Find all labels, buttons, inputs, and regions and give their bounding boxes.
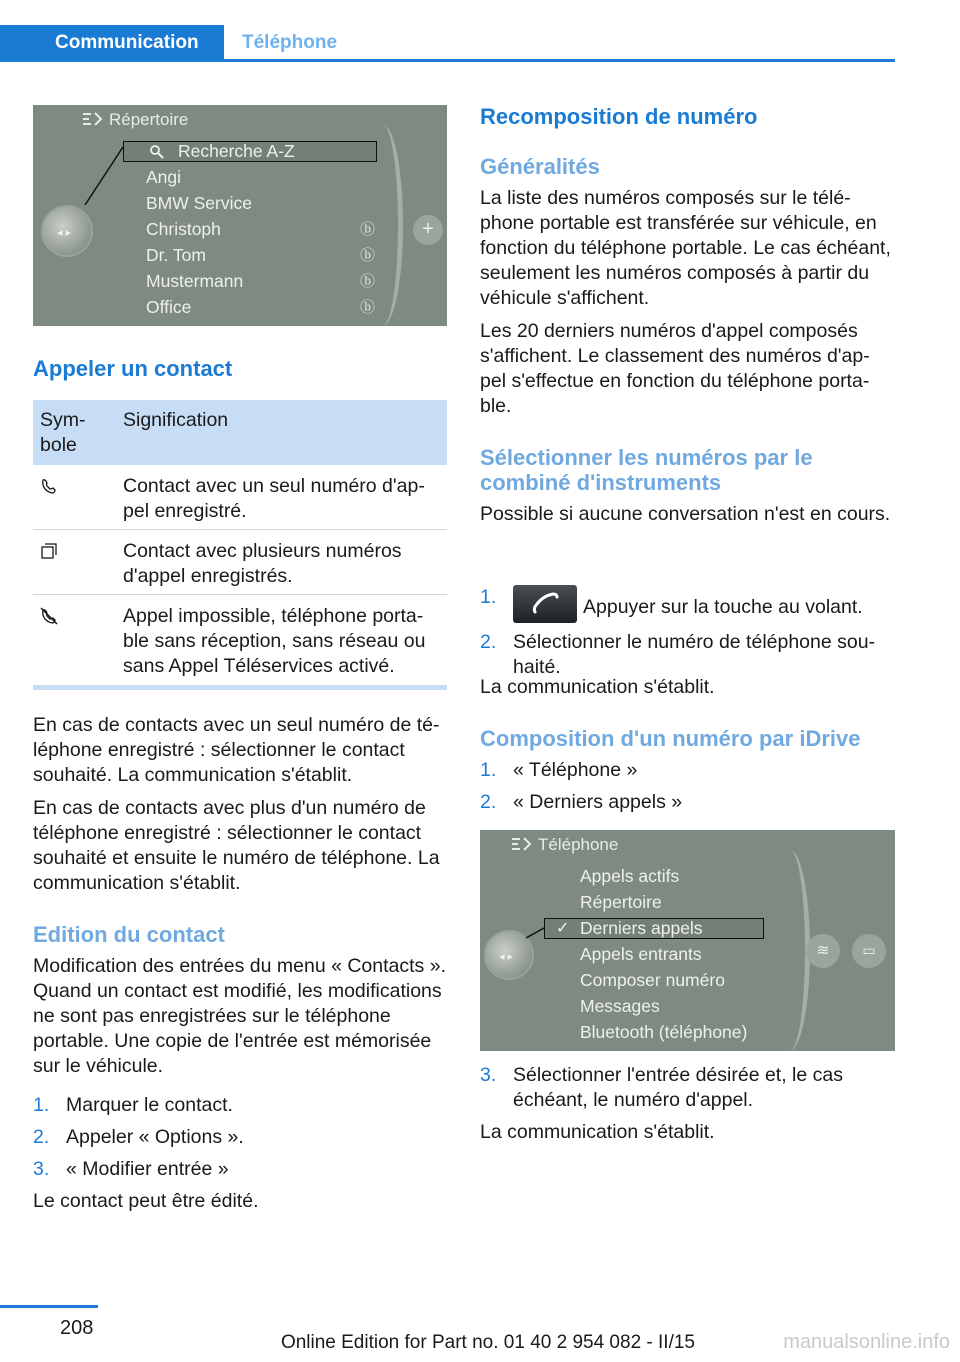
paragraph: Le contact peut être édité. bbox=[33, 1190, 259, 1212]
section-tab-communication[interactable]: Communication bbox=[0, 25, 224, 62]
table-row bbox=[33, 465, 447, 530]
step-number: 2. bbox=[480, 631, 497, 653]
menu-item[interactable]: Recherche A-Z bbox=[178, 141, 295, 161]
arrow-left-right-icon: ◂ ▸ bbox=[499, 951, 514, 963]
heading-edition-contact: Edition du contact bbox=[33, 922, 225, 947]
step-number: 3. bbox=[33, 1158, 50, 1180]
idrive-screen-telephone bbox=[480, 830, 895, 1051]
menu-item[interactable]: Appels actifs bbox=[580, 866, 680, 886]
paragraph: La liste des numéros composés sur le télé-phone portable est transférée sur véhicule, en fonction du téléphone portable. Le cas échéant, seulement les numéros composés à partir du véhicule s'affichent. bbox=[480, 187, 891, 309]
steps-list bbox=[480, 758, 894, 815]
checkmark-icon: ✓ bbox=[556, 920, 570, 937]
bluetooth-icon: ⓑ bbox=[360, 221, 376, 238]
heading-composition-idrive: Composition d'un numéro par iDrive bbox=[480, 726, 861, 751]
table-row bbox=[33, 530, 447, 595]
menu-item[interactable]: Répertoire bbox=[580, 892, 662, 912]
steps-list bbox=[33, 1093, 447, 1182]
step-number: 2. bbox=[480, 791, 497, 813]
scroll-arc bbox=[363, 125, 403, 325]
header-rule bbox=[0, 59, 895, 62]
edition-text: Online Edition for Part no. 01 40 2 954 082 - II/15 bbox=[280, 1332, 695, 1353]
bluetooth-icon: ⓑ bbox=[360, 247, 376, 264]
bluetooth-icon: ⓑ bbox=[360, 273, 376, 290]
step-number: 3. bbox=[480, 1064, 497, 1086]
table-row bbox=[33, 595, 447, 685]
paragraph: En cas de contacts avec un seul numéro de té-léphone enregistré : sélectionner le contact souhaité. La communication s'établit. bbox=[33, 714, 440, 786]
symbol-table bbox=[33, 400, 447, 690]
bluetooth-icon: ⓑ bbox=[360, 299, 376, 316]
list-item: 3. Sélectionner l'entrée désirée et, le cas échéant, le numéro d'appel. bbox=[480, 1064, 843, 1111]
header-signification: Signification bbox=[123, 409, 229, 431]
menu-item[interactable]: Christoph bbox=[146, 219, 221, 239]
paragraph: En cas de contacts avec plus d'un numéro de téléphone enregistré : sélectionner le contact souhaité et ensuite le numéro de téléphone. La communication s'établit. bbox=[33, 797, 440, 894]
scroll-arc bbox=[770, 850, 810, 1050]
screen-title: Téléphone bbox=[538, 835, 619, 854]
table-bottom-rule bbox=[33, 685, 447, 690]
menu-item[interactable]: Angi bbox=[146, 167, 182, 187]
step-number: 1. bbox=[480, 759, 497, 781]
paragraph: Modification des entrées du menu « Contacts ». Quand un contact est modifié, les modifications ne sont pas enregistrées sur le téléphone portable. Une copie de l'entrée est mémorisée sur le véhicule. bbox=[33, 955, 446, 1077]
paragraph: Possible si aucune conversation n'est en cours. bbox=[480, 503, 891, 525]
list-item: 2. Appeler « Options ». bbox=[33, 1126, 244, 1148]
heading-generalites: Généralités bbox=[480, 154, 600, 179]
step-number: 1. bbox=[480, 586, 497, 608]
row-text: Contact avec un seul numéro d'ap-pel enregistré. bbox=[123, 475, 425, 522]
list-item: 1. « Téléphone » bbox=[480, 759, 638, 781]
list-item: 1. Marquer le contact. bbox=[33, 1094, 233, 1116]
plus-icon: + bbox=[413, 215, 443, 245]
page-header bbox=[0, 25, 895, 62]
steps-list bbox=[480, 585, 894, 680]
heading-selection-combine: Sélectionner les numéros par le combiné d'instruments bbox=[480, 445, 813, 495]
paragraph: Les 20 derniers numéros d'appel composés s'affichent. Le classement des numéros d'ap-pel s'effectue en fonction du téléphone porta-ble. bbox=[480, 320, 870, 417]
step-number: 1. bbox=[33, 1094, 50, 1116]
menu-circle-icon: ≋ bbox=[806, 934, 840, 968]
row-text: Appel impossible, téléphone porta-ble sans réception, sans réseau ou sans Appel Téléservices activé. bbox=[123, 605, 426, 677]
menu-item[interactable]: Office bbox=[146, 297, 192, 317]
menu-item[interactable]: Dr. Tom bbox=[146, 245, 206, 265]
menu-item[interactable]: BMW Service bbox=[146, 193, 252, 213]
watermark: manualsonline.info bbox=[783, 1331, 950, 1353]
menu-item[interactable]: Bluetooth (téléphone) bbox=[580, 1022, 748, 1042]
idrive-screen-repertoire bbox=[33, 105, 447, 326]
page-number: 208 bbox=[60, 1317, 94, 1339]
list-item: 3. « Modifier entrée » bbox=[33, 1158, 229, 1180]
menu-item[interactable]: Mustermann bbox=[146, 271, 244, 291]
heading-appeler-contact: Appeler un contact bbox=[33, 356, 233, 381]
list-item: 2. Sélectionner le numéro de téléphone sou-haité. bbox=[480, 631, 876, 678]
menu-item[interactable]: Messages bbox=[580, 996, 660, 1016]
step-number: 2. bbox=[33, 1126, 50, 1148]
section-tab-telephone[interactable]: Téléphone bbox=[242, 32, 338, 53]
phone-unavailable-icon bbox=[40, 607, 58, 625]
list-item: 1. Appuyer sur la touche au volant. bbox=[480, 585, 894, 623]
phone-button-icon bbox=[513, 585, 577, 623]
list-item: 2. « Derniers appels » bbox=[480, 791, 683, 813]
multiple-contacts-icon bbox=[40, 542, 58, 560]
screen-circle-icon: ▭ bbox=[852, 934, 886, 968]
paragraph: La communication s'établit. bbox=[480, 676, 715, 698]
menu-item[interactable]: Appels entrants bbox=[580, 944, 702, 964]
footer-rule bbox=[0, 1305, 98, 1308]
menu-item[interactable]: Derniers appels bbox=[580, 918, 703, 938]
arrow-left-right-icon: ◂ ▸ bbox=[57, 227, 72, 239]
menu-item[interactable]: Composer numéro bbox=[580, 970, 725, 990]
table-header bbox=[33, 400, 447, 465]
steps-list bbox=[480, 1063, 894, 1113]
row-text: Contact avec plusieurs numéros d'appel enregistrés. bbox=[123, 540, 402, 587]
paragraph: La communication s'établit. bbox=[480, 1121, 715, 1143]
header-symbole: Sym- bole bbox=[40, 409, 86, 456]
heading-recomposition: Recomposition de numéro bbox=[480, 104, 758, 129]
phone-handset-icon bbox=[40, 477, 58, 495]
screen-title: Répertoire bbox=[109, 110, 189, 129]
